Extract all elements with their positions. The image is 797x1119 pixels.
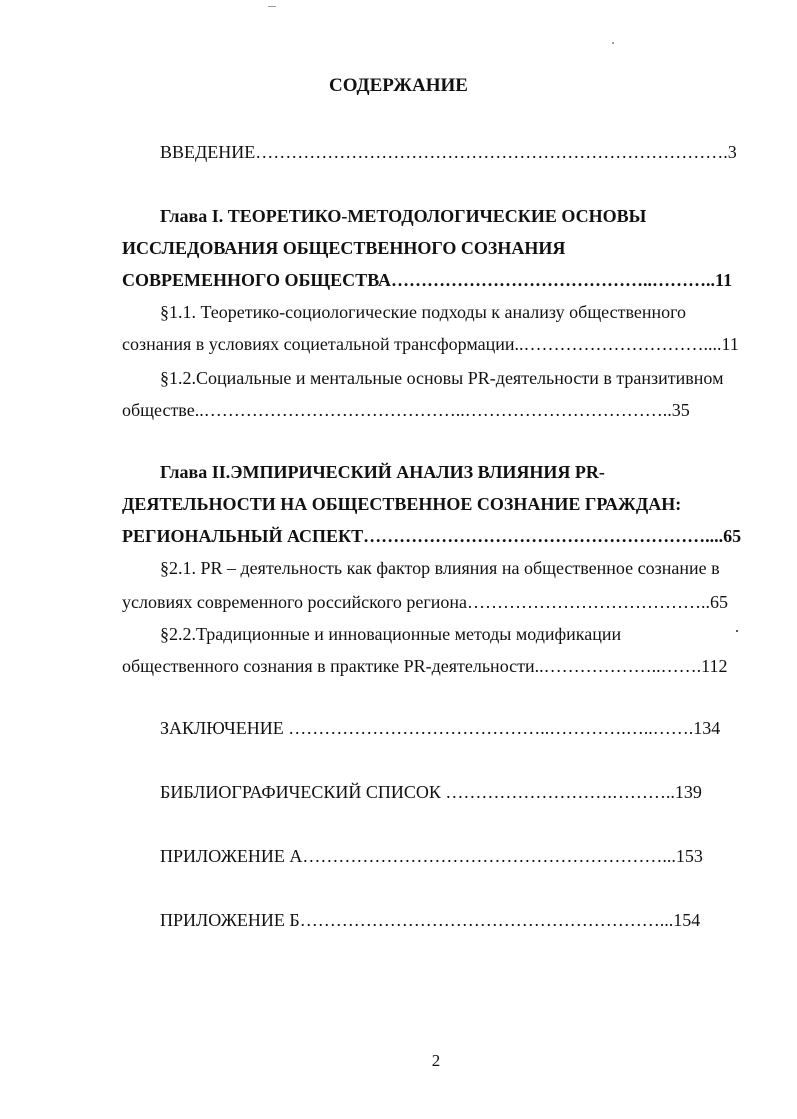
- scan-speck: [268, 6, 276, 7]
- toc-chapter-2-heading-line-2: ДЕЯТЕЛЬНОСТИ НА ОБЩЕСТВЕННОЕ СОЗНАНИЕ ГРАЖДАН:: [122, 494, 682, 514]
- toc-section-1-1-line-1: §1.1. Теоретико-социологические подходы к анализу общественного: [160, 302, 687, 322]
- toc-section-1-2-line-2: обществе..……………………………………..……………………………..35: [122, 400, 690, 420]
- toc-entry-introduction: ВВЕДЕНИЕ…………………………………………………………………….3: [160, 142, 737, 162]
- toc-section-2-2-line-1: §2.2.Традиционные и инновационные методы модификации: [160, 624, 622, 644]
- toc-section-1-2-line-1: §1.2.Социальные и ментальные основы PR-деятельности в транзитивном: [160, 368, 724, 388]
- toc-entry-conclusion: ЗАКЛЮЧЕНИЕ ……………………………………..………….…..…….134: [160, 718, 721, 738]
- toc-chapter-1-heading-line-2: ИССЛЕДОВАНИЯ ОБЩЕСТВЕННОГО СОЗНАНИЯ: [122, 238, 566, 258]
- page-title: СОДЕРЖАНИЕ: [329, 75, 468, 96]
- toc-chapter-2-heading-line-1: Глава II.ЭМПИРИЧЕСКИЙ АНАЛИЗ ВЛИЯНИЯ PR-: [160, 462, 605, 482]
- toc-section-2-2-line-2: общественного сознания в практике PR-деятельности..………………..…….112: [122, 656, 728, 676]
- toc-entry-appendix-b: ПРИЛОЖЕНИЕ Б……………………………………………………...154: [160, 910, 701, 930]
- toc-chapter-1-heading-line-1: Глава I. ТЕОРЕТИКО-МЕТОДОЛОГИЧЕСКИЕ ОСНОВЫ: [160, 206, 647, 226]
- toc-section-2-1-line-2: условиях современного российского региона…………………………………..65: [122, 592, 729, 612]
- scan-speck: [612, 42, 614, 44]
- toc-chapter-1-heading-line-3: СОВРЕМЕННОГО ОБЩЕСТВА……………………………………..………..11: [122, 270, 733, 290]
- toc-section-2-1-line-1: §2.1. PR – деятельность как фактор влияния на общественное сознание в: [160, 558, 720, 578]
- page-number: 2: [431, 1051, 441, 1070]
- toc-chapter-2-heading-line-3: РЕГИОНАЛЬНЫЙ АСПЕКТ…………………………………………………....65: [122, 526, 742, 546]
- scan-speck: [736, 630, 738, 632]
- toc-entry-bibliography: БИБЛИОГРАФИЧЕСКИЙ СПИСОК ……………………….………..139: [160, 782, 702, 802]
- toc-section-1-1-line-2: сознания в условиях социетальной трансформации..…………………………....11: [122, 334, 739, 354]
- toc-entry-appendix-a: ПРИЛОЖЕНИЕ А……………………………………………………...153: [160, 846, 703, 866]
